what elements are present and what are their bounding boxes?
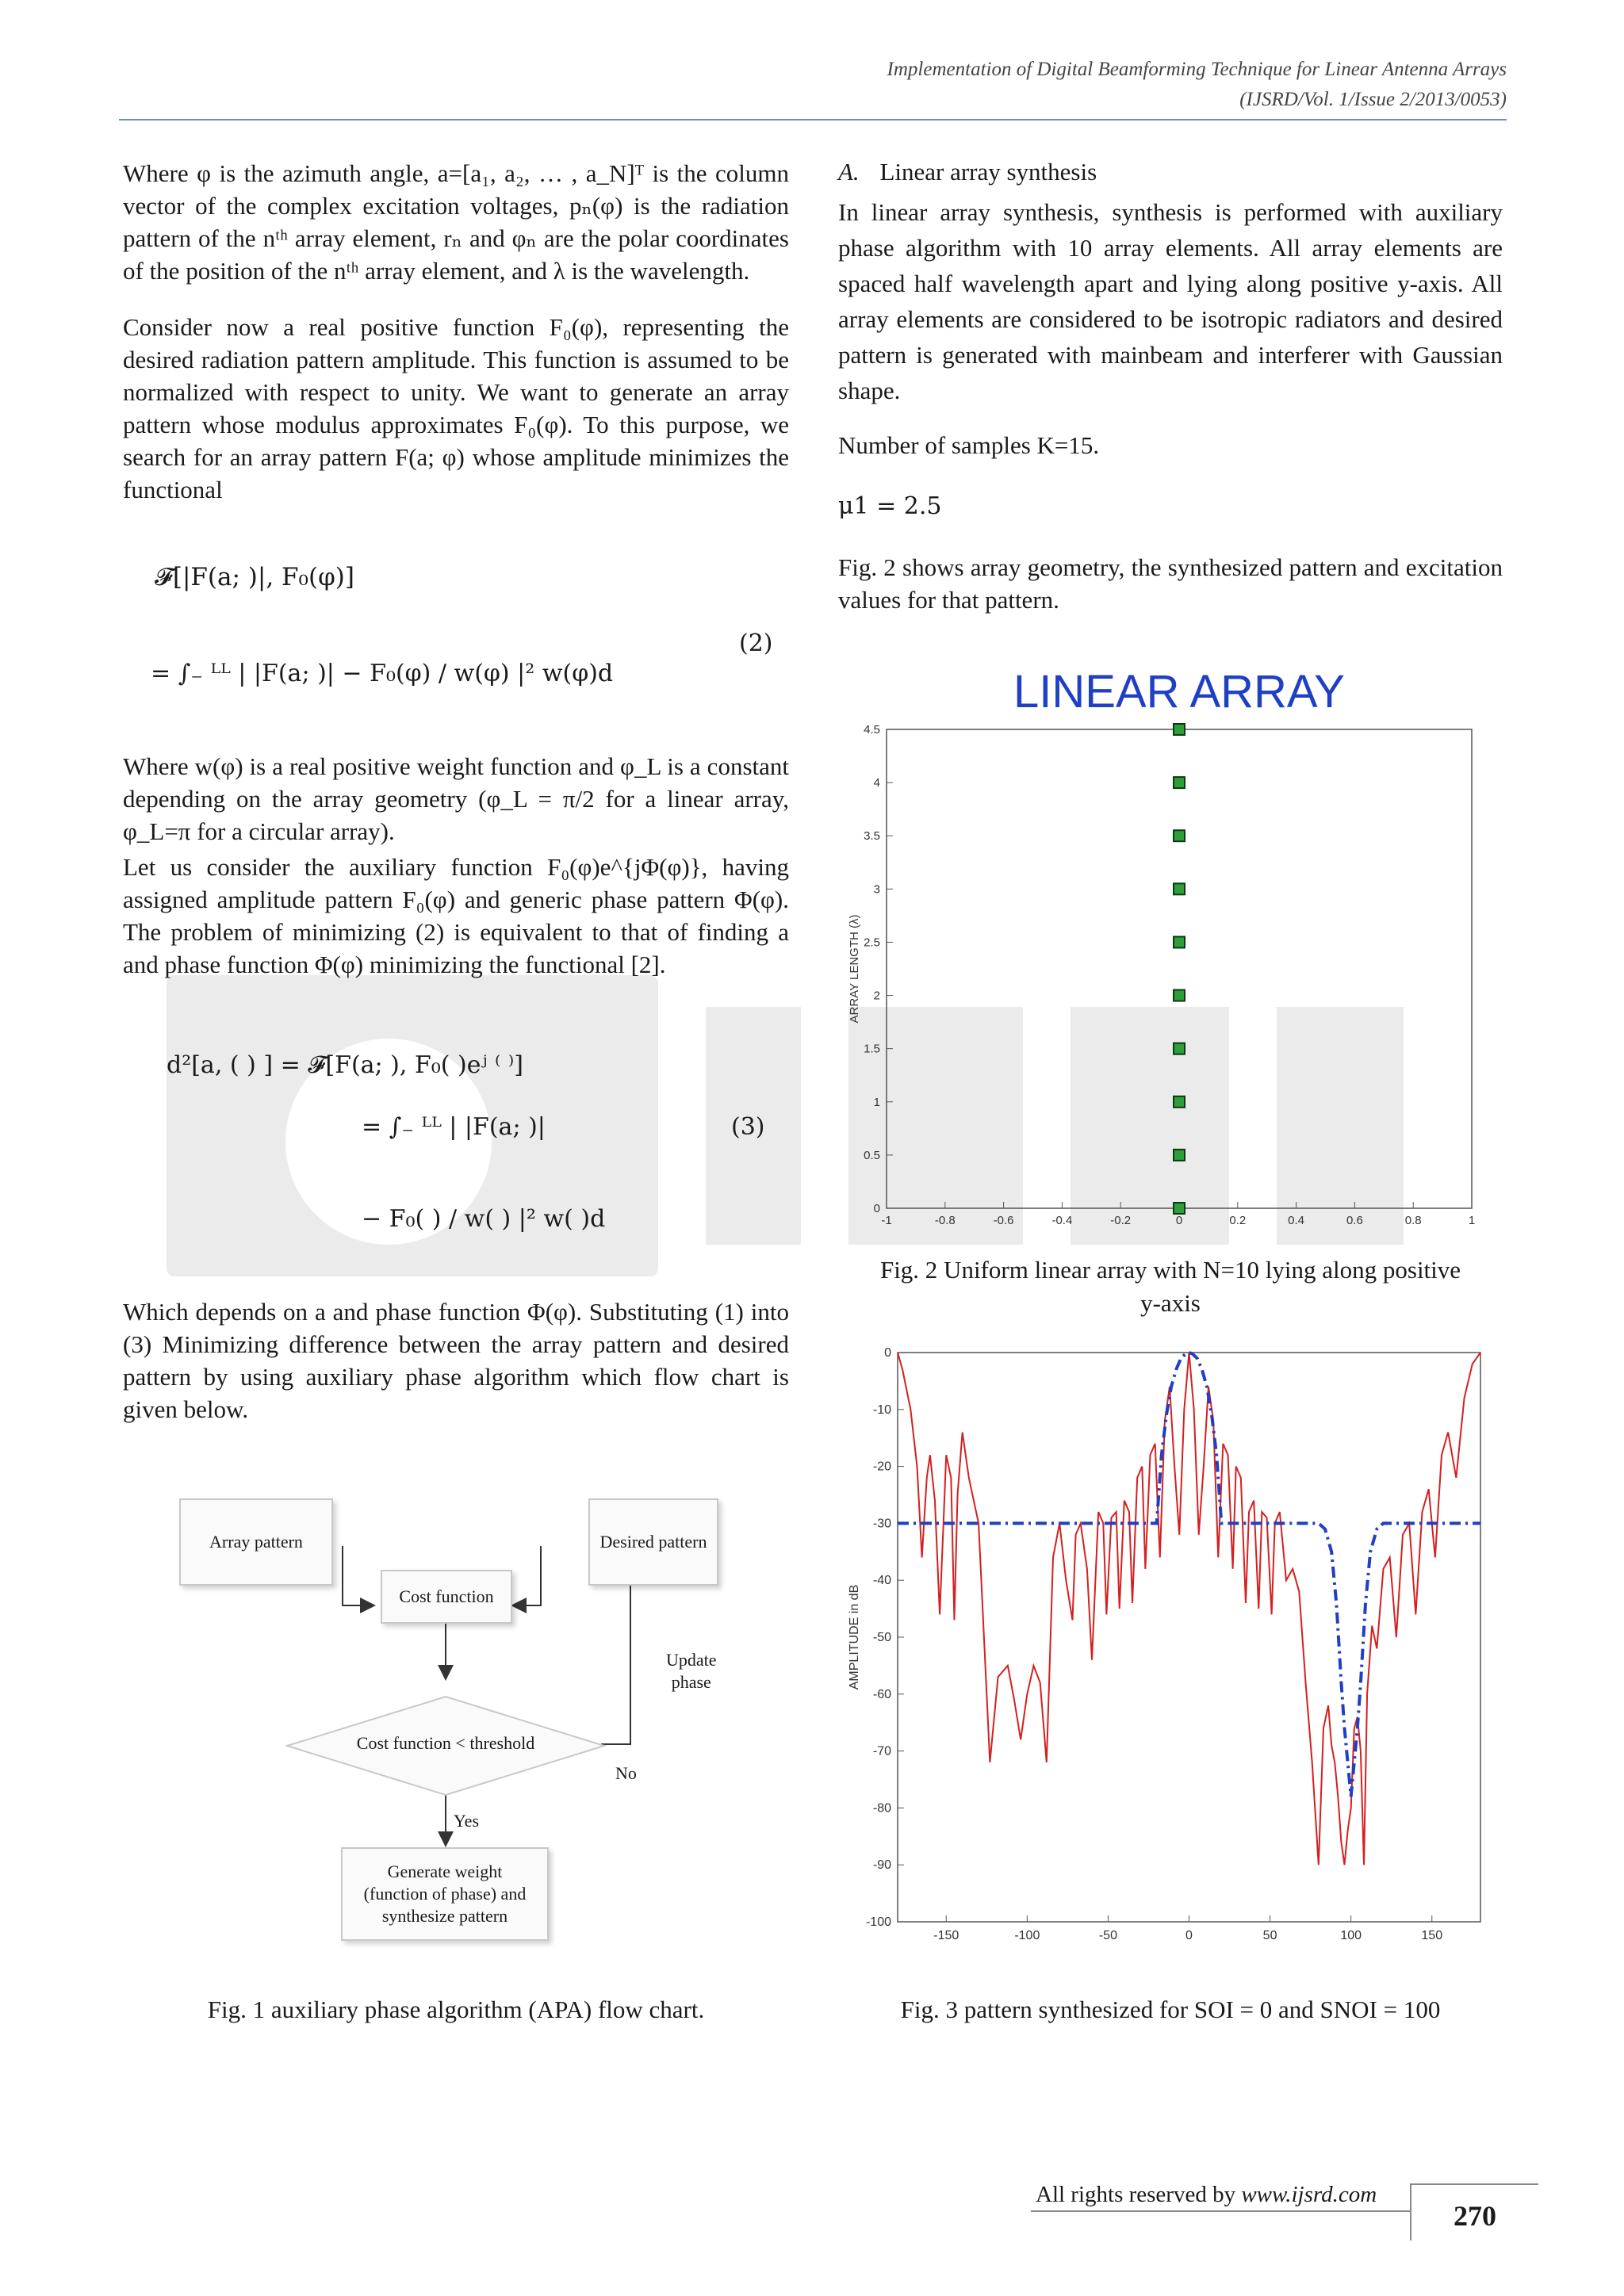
equation-3-line-1: d²[a, ( ) ] = 𝓕[F(a; ), F₀( )eʲ ⁽ ⁾] [167, 1051, 523, 1079]
x-tick-label: 1 [1468, 1214, 1476, 1227]
running-title: Implementation of Digital Beamforming Technique for Linear Antenna Arrays [887, 59, 1507, 80]
array-element-marker [1174, 777, 1185, 788]
y-tick-label: 2 [873, 989, 880, 1003]
array-element-marker [1174, 1203, 1185, 1214]
paragraph-samples: Number of samples K=15. [838, 431, 1100, 459]
x-tick-label: 0.2 [1229, 1214, 1247, 1227]
paragraph-auxiliary-function: Let us consider the auxiliary function F₀(φ)e^{jΦ(φ)}, having assigned amplitude pattern F₀(φ) and generic phase pattern Φ(φ). The problem of minimizing (2) is equivalent to that of finding a and phase function Φ(φ) minimizing the functional [2]. [123, 853, 789, 978]
fig1-caption: Fig. 1 auxiliary phase algorithm (APA) flow chart. [207, 1996, 705, 2023]
flow-desired-pattern-label: Desired pattern [599, 1532, 707, 1552]
x-tick-label: 0.8 [1404, 1214, 1422, 1227]
x-tick-label: 150 [1421, 1929, 1443, 1942]
y-axis-label: AMPLITUDE in dB [848, 1584, 861, 1690]
equation-2-line-1: 𝓕[|F(a; )|, F₀(φ)] [155, 563, 354, 591]
x-tick-label: 50 [1262, 1929, 1277, 1942]
y-tick-label: 4 [873, 776, 880, 790]
paragraph-mu: μ1 = 2.5 [838, 492, 942, 520]
footer-site-link[interactable]: www.ijsrd.com [1241, 2182, 1377, 2207]
paragraph-weight-function: Where w(φ) is a real positive weight function and φ_L is a constant depending on the array geometry (φ_L = π/2 for a linear array, φ_L=π for a circular array). [123, 752, 789, 845]
flow-desired-pattern-box [588, 1498, 718, 1586]
x-tick-label: 0.6 [1346, 1214, 1363, 1227]
plot-frame [887, 729, 1472, 1208]
x-tick-label: -0.4 [1051, 1214, 1073, 1227]
equation-3-number: (3) [731, 1113, 765, 1141]
flow-array-pattern-box [179, 1498, 333, 1586]
y-tick-label: 3 [873, 882, 880, 897]
y-tick-label: -10 [872, 1402, 891, 1417]
x-tick-label: -100 [1014, 1929, 1040, 1942]
footer-divider [1031, 2210, 1410, 2212]
y-tick-label: -30 [872, 1517, 891, 1531]
y-tick-label: -20 [872, 1460, 891, 1474]
flow-yes-label: Yes [454, 1811, 480, 1831]
desired-pattern-line [898, 1353, 1480, 1797]
y-tick-label: -100 [865, 1915, 891, 1929]
fig2-caption-line-1: Fig. 2 Uniform linear array with N=10 lying along positive [879, 1256, 1461, 1284]
flow-cost-function-label: Cost function [399, 1586, 494, 1606]
flow-update-phase-label [666, 1649, 717, 1693]
flow-update-line-1: Update [666, 1650, 717, 1670]
x-tick-label: 0.4 [1288, 1214, 1305, 1227]
flow-array-pattern-label: Array pattern [209, 1532, 303, 1552]
equation-3-line-2: = ∫₋ ᴸᴸ | |F(a; )| [362, 1113, 546, 1141]
paragraph-linear-synthesis: In linear array synthesis, synthesis is performed with auxiliary phase algorithm with 10 array elements. All array elements are spaced half wavelength apart and lying along positive y-axis. All array elements are considered to be isotropic radiators and desired pattern is generated with mainbeam and interferer with Gaussian shape. [838, 198, 1503, 404]
array-element-marker [1174, 1096, 1185, 1108]
y-axis-label: ARRAY LENGTH (λ) [848, 914, 861, 1024]
equation-2-line-2: = ∫₋ ᴸᴸ | |F(a; )| − F₀(φ) / w(φ) |² w(φ)d [151, 660, 614, 687]
section-heading [838, 155, 1503, 188]
left-column-middle [123, 750, 789, 981]
y-tick-label: -80 [872, 1801, 891, 1816]
left-column-bottom [123, 1295, 789, 1425]
y-tick-label: 1.5 [864, 1042, 880, 1056]
y-tick-label: -60 [872, 1687, 891, 1701]
x-tick-label: -1 [881, 1214, 892, 1227]
flow-generate-text [364, 1861, 527, 1927]
x-tick-label: -0.8 [934, 1214, 956, 1227]
footer-rights [1036, 2182, 1377, 2208]
equation-2-number: (2) [739, 629, 773, 657]
flow-cost-function-box [381, 1570, 512, 1624]
flow-decision-label: Cost function < threshold [356, 1733, 535, 1753]
y-tick-label: 4.5 [864, 723, 880, 737]
left-column [123, 157, 789, 526]
linear-array-chart [841, 666, 1491, 1237]
paragraph-definitions: Where φ is the azimuth angle, a=[a₁, a₂, … , a_N]ᵀ is the column vector of the complex excitation voltages, pₙ(φ) is the radiation pattern of the nᵗʰ array element, rₙ and φₙ are the polar coordinates of the position of the nᵗʰ array element, and λ is the wavelength. [123, 159, 789, 285]
y-tick-label: -90 [872, 1858, 891, 1873]
y-tick-label: 0 [873, 1202, 880, 1215]
equation-3-line-3: − F₀( ) / w( ) |² w( )d [362, 1205, 606, 1233]
array-element-marker [1174, 990, 1185, 1001]
y-tick-label: 1 [873, 1095, 880, 1109]
y-tick-label: -50 [872, 1631, 891, 1644]
header-divider [119, 119, 1507, 121]
section-title: Linear array synthesis [879, 158, 1097, 186]
x-tick-label: 100 [1340, 1929, 1362, 1942]
footer-rights-text: All rights reserved by [1036, 2182, 1242, 2207]
flow-generate-line-3: synthesize pattern [381, 1906, 508, 1926]
y-tick-label: 0 [884, 1346, 891, 1360]
flow-generate-weight-box [341, 1847, 549, 1941]
right-column [838, 155, 1503, 616]
paragraph-substituting: Which depends on a and phase function Φ(φ). Substituting (1) into (3) Minimizing difference between the array pattern and desired pattern by using auxiliary phase algorithm which flow chart is given below. [123, 1298, 789, 1423]
synthesized-pattern-line [898, 1353, 1480, 1865]
page-number: 270 [1410, 2183, 1538, 2241]
y-tick-label: 3.5 [864, 829, 880, 844]
array-element-marker [1174, 883, 1185, 894]
paragraph-desired-pattern: Consider now a real positive function F₀(φ), representing the desired radiation pattern amplitude. This function is assumed to be normalized with respect to unity. We want to generate an array pattern whose modulus approximates F₀(φ). To this purpose, we search for an array pattern F(a; φ) whose amplitude minimizes the functional [123, 313, 789, 503]
fig2-caption [838, 1253, 1503, 1320]
y-tick-label: -70 [872, 1744, 891, 1758]
flow-update-line-2: phase [671, 1672, 711, 1692]
amplitude-pattern-chart [841, 1330, 1491, 1957]
y-tick-label: -40 [872, 1574, 891, 1588]
y-tick-label: 0.5 [864, 1148, 880, 1162]
array-element-marker [1174, 724, 1185, 735]
plot-frame [898, 1353, 1480, 1922]
x-tick-label: -150 [933, 1929, 959, 1942]
flow-generate-line-1: Generate weight [387, 1862, 503, 1881]
flow-no-label: No [615, 1763, 637, 1783]
paragraph-fig2-description: Fig. 2 shows array geometry, the synthesized pattern and excitation values for that pattern. [838, 553, 1503, 614]
x-tick-label: -50 [1098, 1929, 1117, 1942]
section-number: A. [838, 158, 860, 186]
x-tick-label: 0 [1175, 1214, 1183, 1227]
y-tick-label: 2.5 [864, 936, 880, 950]
flow-generate-line-2: (function of phase) and [363, 1884, 527, 1904]
chart-title: LINEAR ARRAY [1013, 666, 1345, 718]
x-tick-label: -0.6 [993, 1214, 1014, 1227]
x-tick-label: 0 [1185, 1929, 1193, 1942]
x-tick-label: -0.2 [1110, 1214, 1132, 1227]
array-element-marker [1174, 936, 1185, 947]
fig3-caption: Fig. 3 pattern synthesized for SOI = 0 and SNOI = 100 [900, 1996, 1441, 2023]
journal-reference: (IJSRD/Vol. 1/Issue 2/2013/0053) [1239, 89, 1507, 110]
array-element-marker [1174, 1150, 1185, 1161]
fig2-caption-line-2: y-axis [1140, 1289, 1201, 1317]
array-element-marker [1174, 830, 1185, 841]
array-element-marker [1174, 1043, 1185, 1054]
